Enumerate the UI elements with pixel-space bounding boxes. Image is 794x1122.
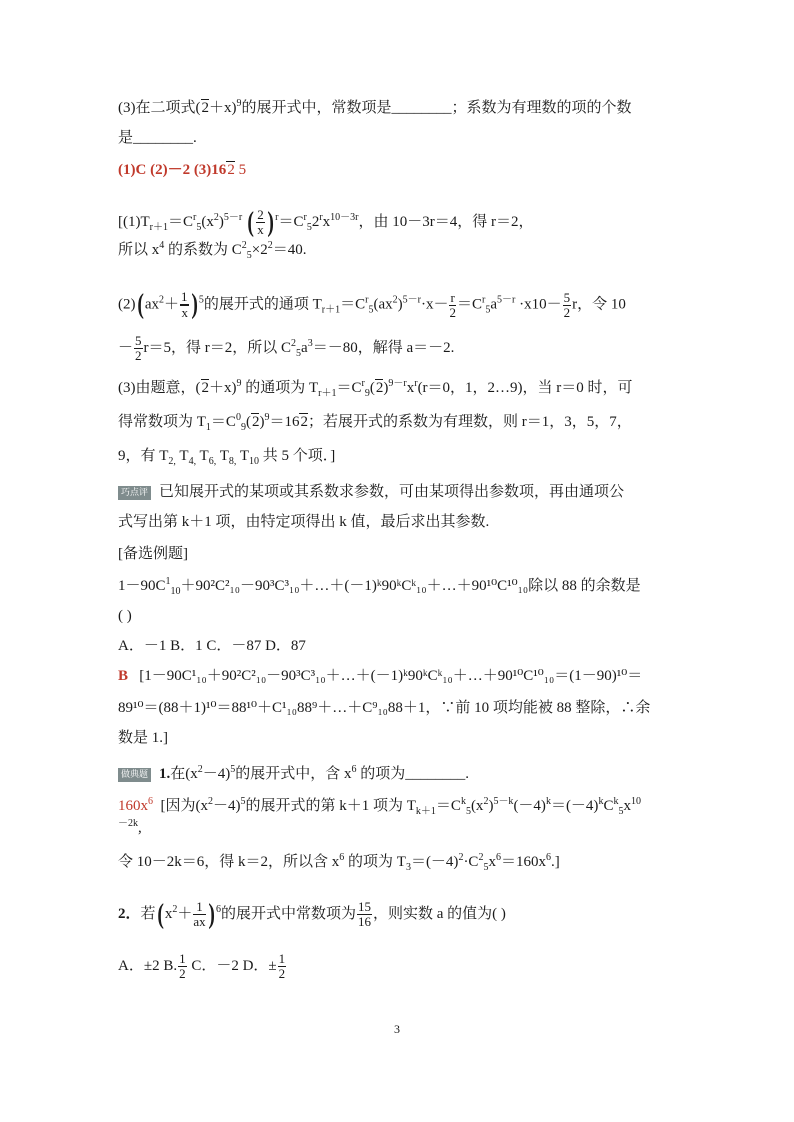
solution-1-line-2: 所以 $x^4$ 的系数为 $C^2_5\times 2^2=40$. xyxy=(118,240,307,261)
solution-2-line-2: － $\frac{5}{2}$ r＝5，得 r＝2，所以 $C^2_5a^3=-80$，解得 a＝－2. xyxy=(118,333,455,363)
solution-3-line-3: 9，有 $T_{2,}$ $T_{4,}$ $T_{6,}$ $T_{8,}$ $T_{10}$ 共 5 个项．] xyxy=(118,448,336,467)
solution-1-line-1: [$(1)T_{r+1}=C^r_5(x^2)^{5-r}$ ( $\frac{2}{x}$ )$^r=C^r_52^rx^{10-3r}$，由 10－3r＝4，得 r＝2， xyxy=(118,206,534,238)
spare-question: $1-90C^1_{10}+90^2C^2_{10}-90^3C^3_{10}+\dots+(-1)ᵏ90ᵏCᵏ_{10}+\dots+90^{10}C^{10}_{10}$除以 88 的余数是 xyxy=(118,576,641,597)
example-2-options: A．±2 B. $\frac{1}{2}$ C．－2 D．± $\frac{1}{2}$ xyxy=(118,951,286,981)
question-3-line-2: 是________. xyxy=(118,130,197,146)
solution-2-line-1: $(2)(ax^2+$ $\frac{1}{x}$ )$^5$的展开式的通项 $T_{r+1}=C^r_5(ax^2)^{5-r}\cdot x-$ $\frac{r}{2}$ $=C^r_5a^{5-r} \cdot x10-$ $\frac{5}{2}$ r，令 10 xyxy=(118,289,626,320)
solution-3-line-1: (3)由题意，$(2+x)^9$ 的通项为 $T_{r+1}=C^r_9(2)^{9-r}x^r(r=0$，1，2…9)，当 r＝0 时，可 xyxy=(118,378,633,399)
note-line-1: 巧点评 已知展开式的某项或其系数求参数，可由某项得出参数项，再由通项公 xyxy=(118,482,624,502)
spare-paren: ( ) xyxy=(118,608,132,624)
question-3-line-1: (3)在二项式$(2+x)^9$的展开式中，常数项是________；系数为有理数的项的个数 xyxy=(118,98,632,116)
spare-solution-line-2: 89¹⁰＝(88＋1)¹⁰＝88¹⁰＋C¹₁₀88⁹＋…＋C⁹₁₀88＋1，∵前 10 项均能被 88 整除，∴余 xyxy=(118,700,651,716)
spare-options: A．－1 B．1 C．－87 D．87 xyxy=(118,638,306,654)
example-1-question: 做典题 1.在$(x^2-4)^5$的展开式中，含 $x^6$ 的项为________. xyxy=(118,764,469,784)
answer-line: (1)C (2)－2 (3)162 5 xyxy=(118,162,247,178)
spare-heading: [备选例题] xyxy=(118,546,188,562)
example-1-answer-line-2: $^{-2k}$, xyxy=(118,818,142,836)
spare-solution-line-1: B [1－90C¹₁₀＋90²C²₁₀－90³C³₁₀＋…＋(－1)ᵏ90ᵏCᵏ₁₀＋…＋90¹⁰C¹⁰₁₀＝(1－90)¹⁰＝ xyxy=(118,668,643,684)
page-number: 3 xyxy=(394,1022,400,1036)
example-tag: 做典题 xyxy=(118,768,151,782)
example-1-answer-line-3: 令 10－2k＝6，得 k＝2，所以含 $x^6$ 的项为 $T_3=(-4)^2\cdot C^2_5x^6=160x^6$.] xyxy=(118,852,560,873)
note-tag: 巧点评 xyxy=(118,486,151,500)
note-line-2: 式写出第 k＋1 项，由特定项得出 k 值，最后求出其参数. xyxy=(118,514,490,530)
spare-solution-line-3: 数是 1.] xyxy=(118,730,168,746)
solution-3-line-2: 得常数项为 $T_1=C^0_9(2)^9=162$；若展开式的系数为有理数，则 r＝1，3，5，7， xyxy=(118,412,632,433)
example-2-question: 2．若($x^2+$ $\frac{1}{ax}$ )$^6$的展开式中常数项为 $\frac{15}{16}$ ，则实数 a 的值为( ) xyxy=(118,898,506,930)
example-1-answer-line-1: $160x^6$ [因为$(x^2-4)^5$的展开式的第 k＋1 项为 $T_{k+1}=C^k_5(x^2)^{5-k}(-4)^k=(-4)^kC^k_5x^{10}$ xyxy=(118,796,641,817)
